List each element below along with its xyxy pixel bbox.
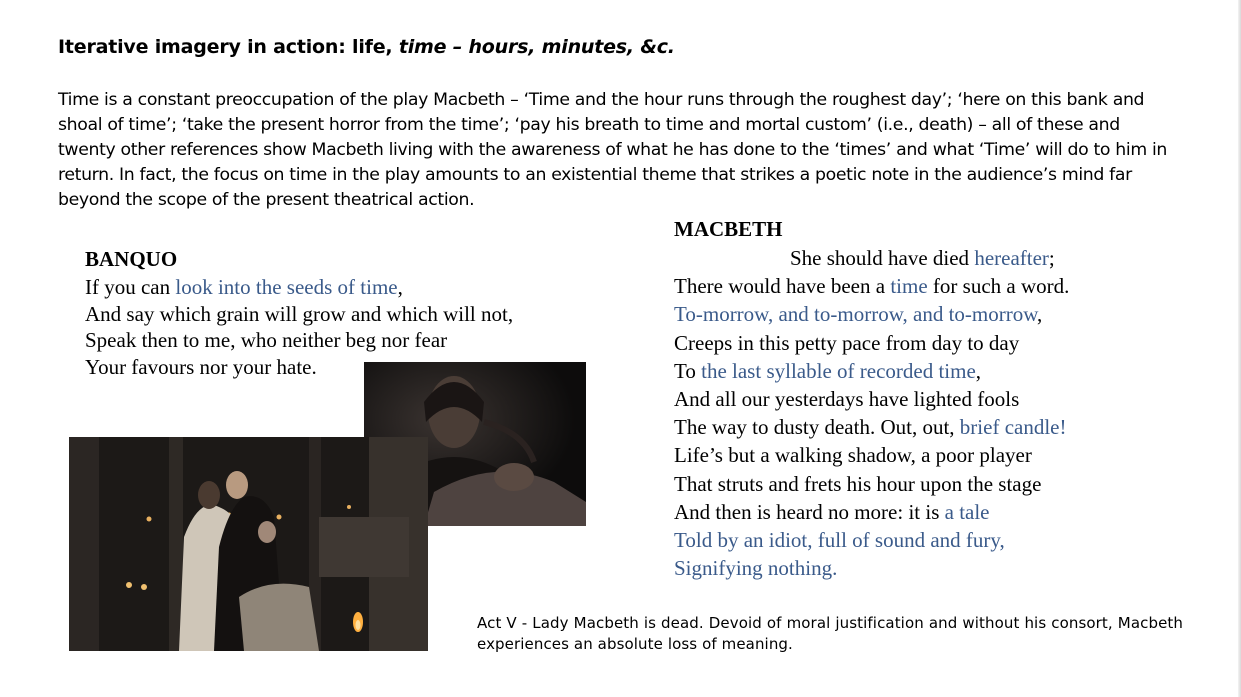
highlighted-phrase: hereafter [974,246,1049,270]
slide-title [58,36,675,58]
macbeth-line-2: There would have been a time for such a word. [674,274,1070,299]
banquo-verse [85,245,513,380]
macbeth-line-11 [674,526,1069,554]
film-still-macbeth-embrace [69,437,428,651]
macbeth-line-10: And then is heard no more: it is a tale [674,499,990,524]
title-italic: time – hours, minutes, &c. [398,36,675,58]
macbeth-line-3: To-morrow, and to-morrow, and to-morrow, [674,302,1043,327]
macbeth-verse [674,215,1069,582]
macbeth-line-6: And all our yesterdays have lighted fools [674,386,1020,411]
highlighted-phrase: To-morrow, and to-morrow, and to-morrow [674,302,1038,327]
banquo-line-2: And say which grain will grow and which will not, [85,301,514,326]
intro-paragraph: Time is a constant preoccupation of the play Macbeth – ‘Time and the hour runs through the roughest day’; ‘here on this bank and shoal of time’; ‘take the present horror from the time’; ‘pay his breath to time and mortal custom’ (i.e., death) – all of these and twenty other references show Macbeth living with the awareness of what he has done to the ‘times’ and what ‘Time’ will do to him in return. In fact, the focus on time in the play amounts to an existential theme that strikes a poetic note in the audience’s mind far beyond the scope of the present theatrical action. [58,90,1167,210]
macbeth-line-12 [674,554,1069,582]
title-plain: Iterative imagery in action: life, [58,36,393,58]
banquo-speaker: BANQUO [85,247,178,271]
photo-caption: Act V - Lady Macbeth is dead. Devoid of moral justification and without his consort, Macbeth experiences an absolute loss of meaning. [477,614,1183,653]
macbeth-speaker: MACBETH [674,217,783,241]
macbeth-line-7: The way to dusty death. Out, out, brief candle! [674,415,1067,440]
macbeth-line-4: Creeps in this petty pace from day to day [674,330,1020,355]
banquo-line-3: Speak then to me, who neither beg nor fear [85,328,448,352]
highlighted-phrase: the last syllable of recorded time [701,358,976,383]
highlighted-phrase: Told by an idiot, full of sound and fury, [674,527,1005,552]
banquo-line-1: If you can look into the seeds of time, [85,275,403,299]
macbeth-line-9: That struts and frets his hour upon the stage [674,471,1042,496]
highlighted-phrase: time [890,274,928,299]
macbeth-line-1: She should have died hereafter; [790,246,1055,270]
highlighted-phrase: look into the seeds of time [175,275,398,299]
macbeth-line-5: To the last syllable of recorded time, [674,358,982,383]
highlighted-phrase: a tale [944,499,990,524]
highlighted-phrase: brief candle! [959,415,1067,440]
highlighted-phrase: Signifying nothing. [674,556,838,581]
banquo-line-4: Your favours nor your hate. [85,354,317,379]
macbeth-line-8: Life’s but a walking shadow, a poor player [674,443,1032,468]
